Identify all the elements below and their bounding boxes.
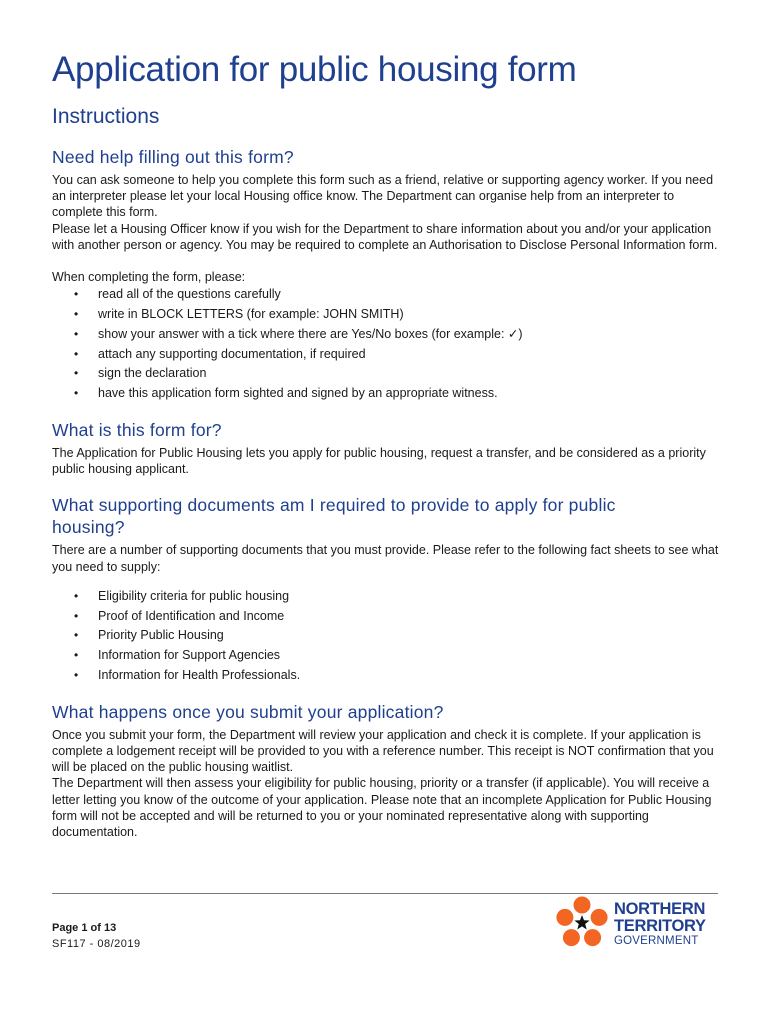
list-item: • sign the declaration [52,364,724,384]
logo-line-northern: NORTHERN [614,900,706,918]
footer-divider [52,893,718,894]
instructions-list [52,285,724,404]
document-body [52,146,724,840]
list-item: • write in BLOCK LETTERS (for example: JOHN SMITH) [52,305,724,325]
section-heading-need-help: Need help filling out this form? [52,147,294,167]
page-subtitle: Instructions [52,105,160,128]
section-heading-form-purpose: What is this form for? [52,420,222,440]
paragraph: The Department will then assess your eligibility for public housing, priority or a transfer (if applicable). You will receive a letter letting you know of the outcome of your application. Please note that an incomplete Application for Public Housing form will not be accepted and will be returned to you or your nominated representative along with supporting documentation. [52,776,712,840]
logo-wordmark [614,901,706,948]
logo-line-territory: TERRITORY [614,917,706,935]
paragraph: Please let a Housing Officer know if you wish for the Department to share information about you and/or your application with another person or agency. You may be required to complete an Authorisation to Disclose Personal Information form. [52,221,718,252]
list-item: • show your answer with a tick where there are Yes/No boxes (for example: ✓) [52,325,724,345]
page-number: Page 1 of 13 [52,922,117,934]
section-after-submission [52,701,724,840]
page-title: Application for public housing form [52,50,577,89]
section-heading-supporting-documents: What supporting documents am I required to provide to apply for public housing? [52,495,616,538]
fact-sheets-list [52,587,724,686]
list-item: • Priority Public Housing [52,626,724,646]
section-supporting-documents [52,494,724,685]
paragraph: You can ask someone to help you complete this form such as a friend, relative or supporting agency worker. If you need an interpreter please let your local Housing office know. The Department can organise help from an interpreter to complete this form. [52,173,714,220]
paragraph: Once you submit your form, the Department will review your application and check it is complete. If your application is complete a lodgement receipt will be provided to you with a reference number. This receipt is NOT confirmation that you will be placed on the public housing waitlist. [52,727,714,775]
list-item: • Proof of Identification and Income [52,607,724,627]
section-form-purpose [52,419,724,477]
list-item: • read all of the questions carefully [52,285,724,305]
logo-line-government: GOVERNMENT [614,935,699,947]
paragraph: The Application for Public Housing lets you apply for public housing, request a transfer, and be considered as a priority public housing applicant. [52,446,706,477]
paragraph: There are a number of supporting documents that you must provide. Please refer to the following fact sheets to see what you need to supply: [52,543,719,574]
section-need-help [52,146,724,404]
list-item: • Eligibility criteria for public housing [52,587,724,607]
form-code: SF117 - 08/2019 [52,938,141,950]
list-item: • Information for Support Agencies [52,646,724,666]
list-item: • have this application form sighted and signed by an appropriate witness. [52,384,724,404]
section-heading-after-submission: What happens once you submit your application? [52,701,444,722]
list-item: • Information for Health Professionals. [52,666,724,686]
paragraph: When completing the form, please: [52,270,246,285]
list-item: • attach any supporting documentation, if required [52,345,724,365]
